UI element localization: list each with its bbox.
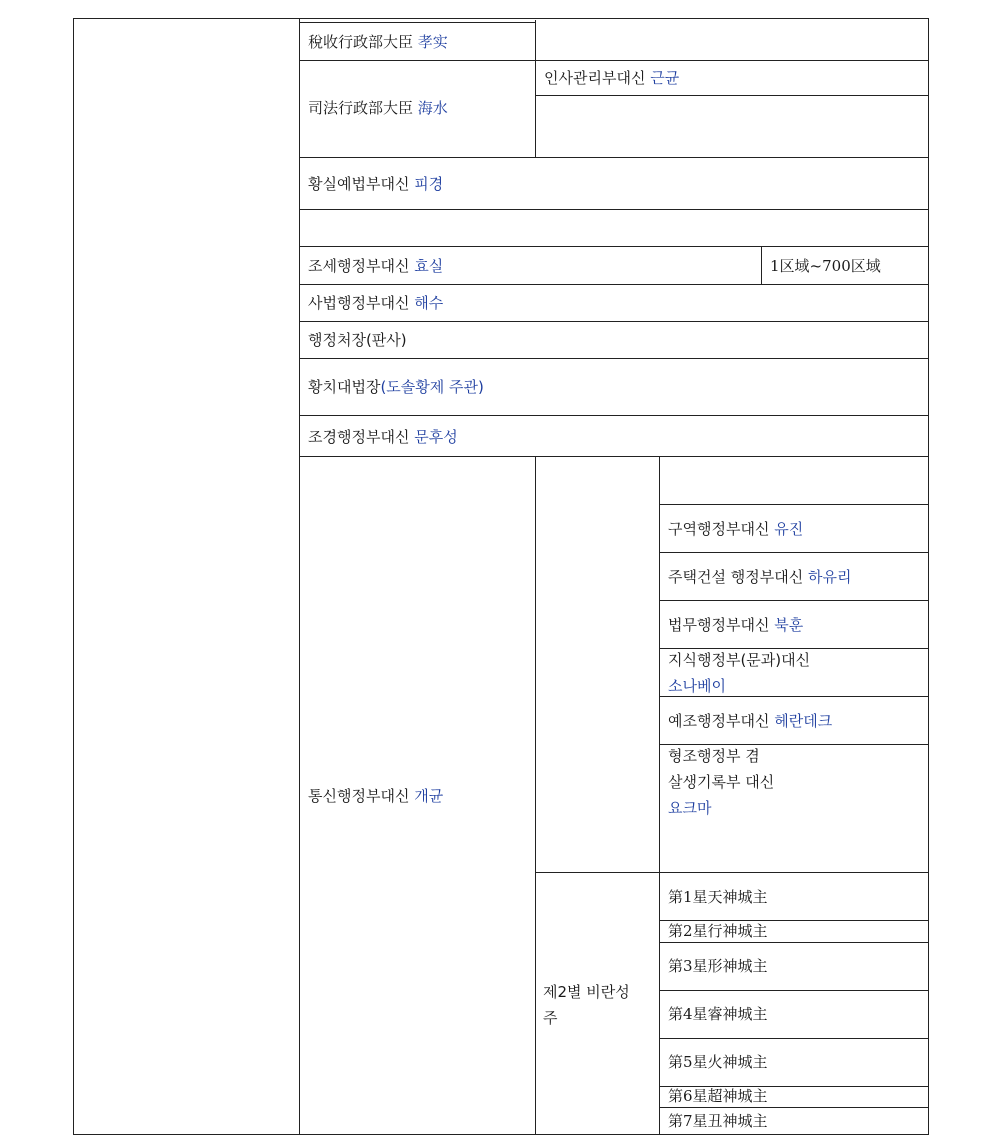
justice-minister-title: 司法行政部大臣 bbox=[308, 99, 414, 117]
personnel-deputy-name: 근균 bbox=[650, 69, 680, 87]
sub-minister-title-line1: 형조행정부 겸 bbox=[668, 747, 760, 765]
sub-minister-title-line2: 살생기록부 대신 bbox=[668, 773, 775, 791]
star-group-label-line2: 주 bbox=[543, 1009, 558, 1027]
sub-minister-title: 예조행정부대신 bbox=[668, 712, 770, 730]
sub-minister-name: 유진 bbox=[774, 520, 804, 538]
sub-minister-row bbox=[668, 516, 803, 542]
tax-minister-title: 稅收行政部大臣 bbox=[308, 33, 414, 51]
sub-minister-title: 법무행정부대신 bbox=[668, 616, 770, 634]
justice-minister-row bbox=[308, 95, 448, 121]
sub-minister-name: 소나베이 bbox=[668, 677, 726, 695]
sub-minister-name: 북훈 bbox=[774, 616, 804, 634]
comms-deputy-title: 통신행정부대신 bbox=[308, 787, 410, 805]
star-lord: 第7星丑神城主 bbox=[668, 1112, 768, 1130]
landscape-deputy-title: 조경행정부대신 bbox=[308, 428, 410, 446]
sub-minister-name: 헤란데크 bbox=[774, 712, 833, 730]
sub-minister-row bbox=[668, 564, 851, 590]
personnel-deputy-title: 인사관리부대신 bbox=[544, 69, 646, 87]
sub-minister-row bbox=[668, 708, 832, 734]
royal-rites-deputy-title: 황실예법부대신 bbox=[308, 175, 410, 193]
star-lord: 第5星火神城主 bbox=[668, 1053, 768, 1071]
tax-minister-row bbox=[308, 29, 448, 55]
personnel-deputy-row bbox=[544, 65, 679, 91]
star-lord: 第6星超神城主 bbox=[668, 1087, 768, 1105]
tax-deputy-row bbox=[308, 253, 443, 279]
sub-minister-title: 지식행정부(문과)대신 bbox=[668, 651, 811, 669]
star-group-label-line1: 제2별 비란성 bbox=[543, 983, 630, 1001]
star-lord: 第4星睿神城主 bbox=[668, 1005, 768, 1023]
sub-minister-title: 구역행정부대신 bbox=[668, 520, 770, 538]
chief-justice-row bbox=[308, 374, 484, 400]
tax-deputy-title: 조세행정부대신 bbox=[308, 257, 410, 275]
tax-deputy-name: 효실 bbox=[414, 257, 444, 275]
chief-justice-title: 황치대법장 bbox=[308, 378, 381, 396]
sub-minister-name: 요크마 bbox=[668, 799, 712, 817]
star-lord: 第2星行神城主 bbox=[668, 922, 768, 940]
landscape-deputy-name: 문후성 bbox=[414, 428, 458, 446]
tax-deputy-region-note: 1区域~700区域 bbox=[770, 257, 881, 275]
sub-minister-name: 하유리 bbox=[807, 568, 852, 586]
star-lord: 第1星天神城主 bbox=[668, 888, 768, 906]
chief-justice-name: (도솔황제 주관) bbox=[380, 378, 484, 396]
royal-rites-deputy-name: 피경 bbox=[414, 175, 444, 193]
justice-deputy-row bbox=[308, 290, 443, 316]
landscape-deputy-row bbox=[308, 424, 458, 450]
star-lord: 第3星形神城主 bbox=[668, 957, 768, 975]
royal-rites-deputy-row bbox=[308, 171, 443, 197]
justice-deputy-title: 사법행정부대신 bbox=[308, 294, 410, 312]
comms-deputy-row bbox=[308, 783, 443, 809]
justice-minister-name: 海水 bbox=[417, 99, 448, 117]
admin-head-title: 행정처장(판사) bbox=[308, 331, 407, 349]
justice-deputy-name: 해수 bbox=[414, 294, 444, 312]
sub-minister-title: 주택건설 행정부대신 bbox=[668, 568, 804, 586]
sub-minister-row bbox=[668, 612, 803, 638]
tax-minister-name: 孝实 bbox=[417, 33, 448, 51]
comms-deputy-name: 개균 bbox=[414, 787, 444, 805]
